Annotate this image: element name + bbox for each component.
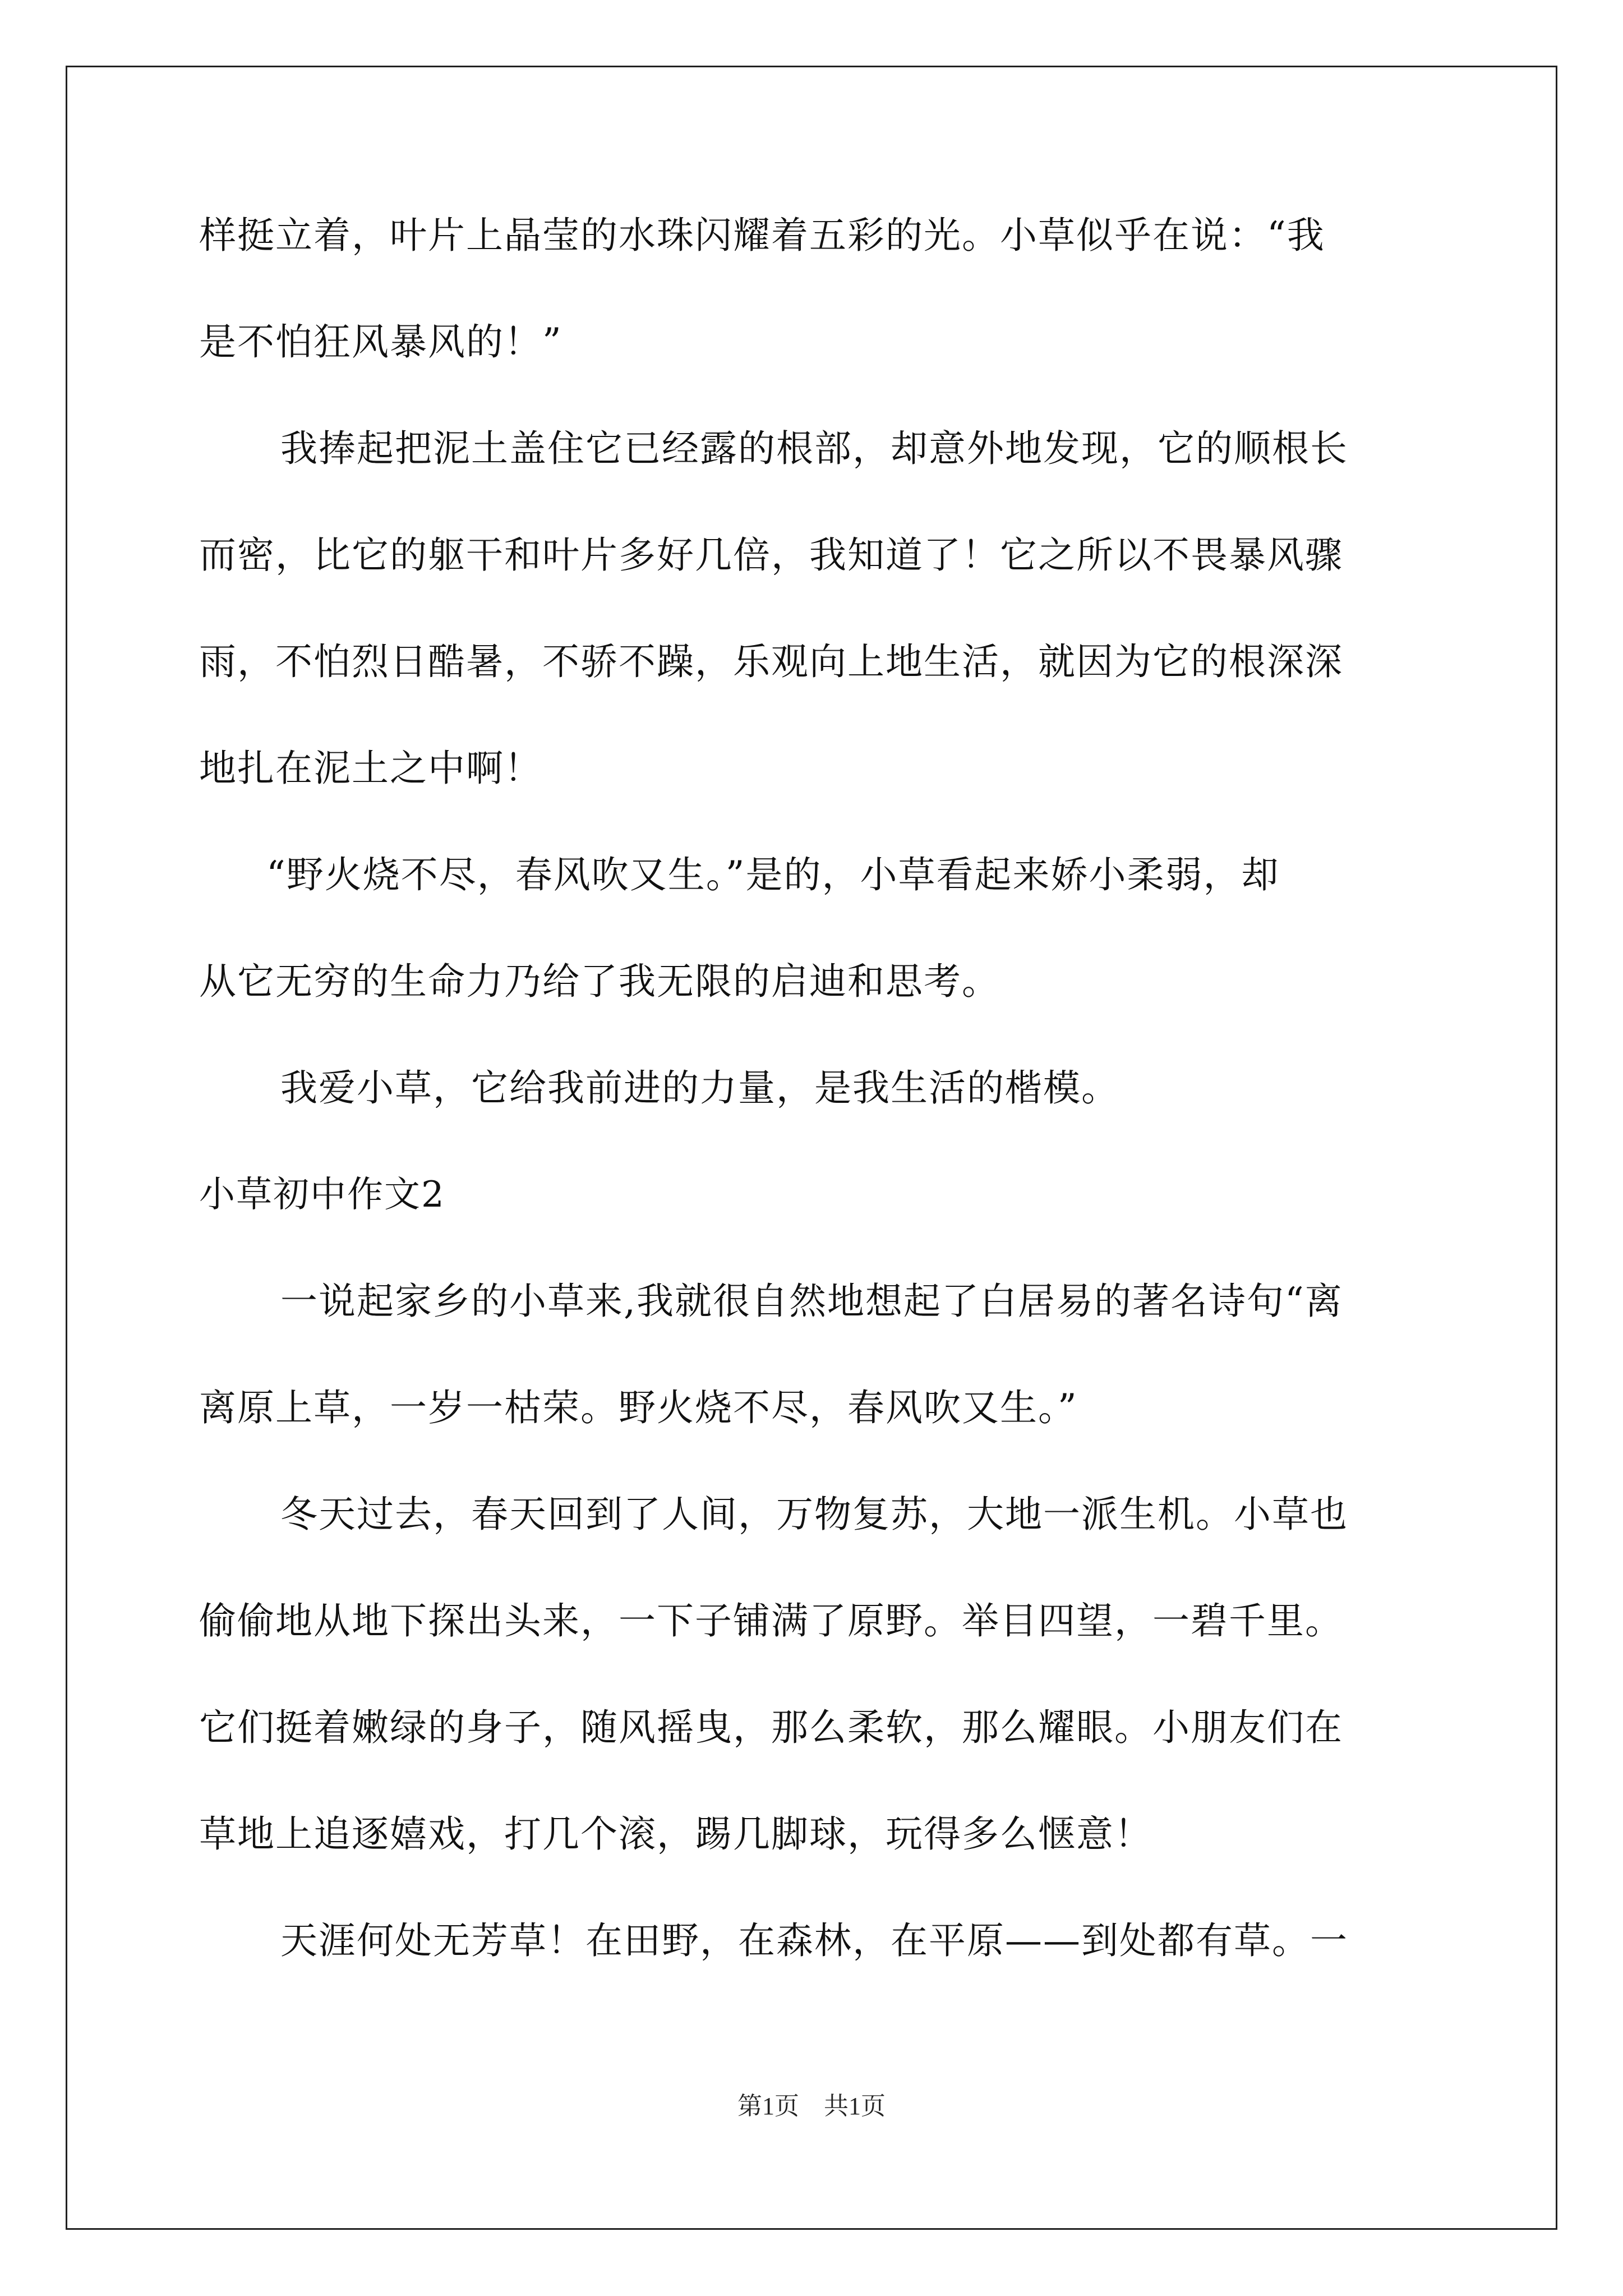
paragraph-start-line: 一说起家乡的小草来,我就很自然地想起了白居易的著名诗句“离 [280, 1280, 1343, 1323]
text-line: 偷偷地从地下探出头来，一下子铺满了原野。举目四望，一碧千里。 [199, 1599, 1343, 1642]
text-line: 而密，比它的躯干和叶片多好几倍，我知道了！它之所以不畏暴风骤 [199, 533, 1343, 577]
text-line: 是不怕狂风暴风的！” [199, 320, 562, 364]
text-line: 离原上草，一岁一枯荣。野火烧不尽，春风吹又生。” [199, 1386, 1078, 1429]
text-line: 雨，不怕烈日酷暑，不骄不躁，乐观向上地生活，就因为它的根深深 [199, 640, 1343, 683]
page-footer: 第1页 共1页 [737, 2092, 886, 2120]
text-line: 草地上追逐嬉戏，打几个滚，踢几脚球，玩得多么惬意！ [199, 1812, 1152, 1856]
paragraph-start-line: 冬天过去，春天回到了人间，万物复苏，大地一派生机。小草也 [280, 1493, 1348, 1536]
paragraph-start-line: 我捧起把泥土盖住它已经露的根部，却意外地发现，它的顺根长 [280, 427, 1348, 470]
text-line: 样挺立着，叶片上晶莹的水珠闪耀着五彩的光。小草似乎在说：“我 [199, 214, 1325, 257]
text-line: 从它无穷的生命力乃给了我无限的启迪和思考。 [199, 960, 1000, 1003]
text-line: 地扎在泥土之中啊！ [199, 747, 542, 790]
paragraph-start-line: 我爱小草，它给我前进的力量，是我生活的楷模。 [280, 1066, 1119, 1110]
paragraph-start-line: 天涯何处无芳草！在田野，在森林，在平原——到处都有草。一 [280, 1919, 1348, 1962]
text-line: 它们挺着嫩绿的身子，随风摇曳，那么柔软，那么耀眼。小朋友们在 [199, 1706, 1343, 1749]
page-border [66, 66, 1557, 2230]
paragraph-start-line: “野火烧不尽，春风吹又生。”是的，小草看起来娇小柔弱，却 [266, 853, 1280, 896]
section-heading: 小草初中作文2 [199, 1174, 445, 1216]
